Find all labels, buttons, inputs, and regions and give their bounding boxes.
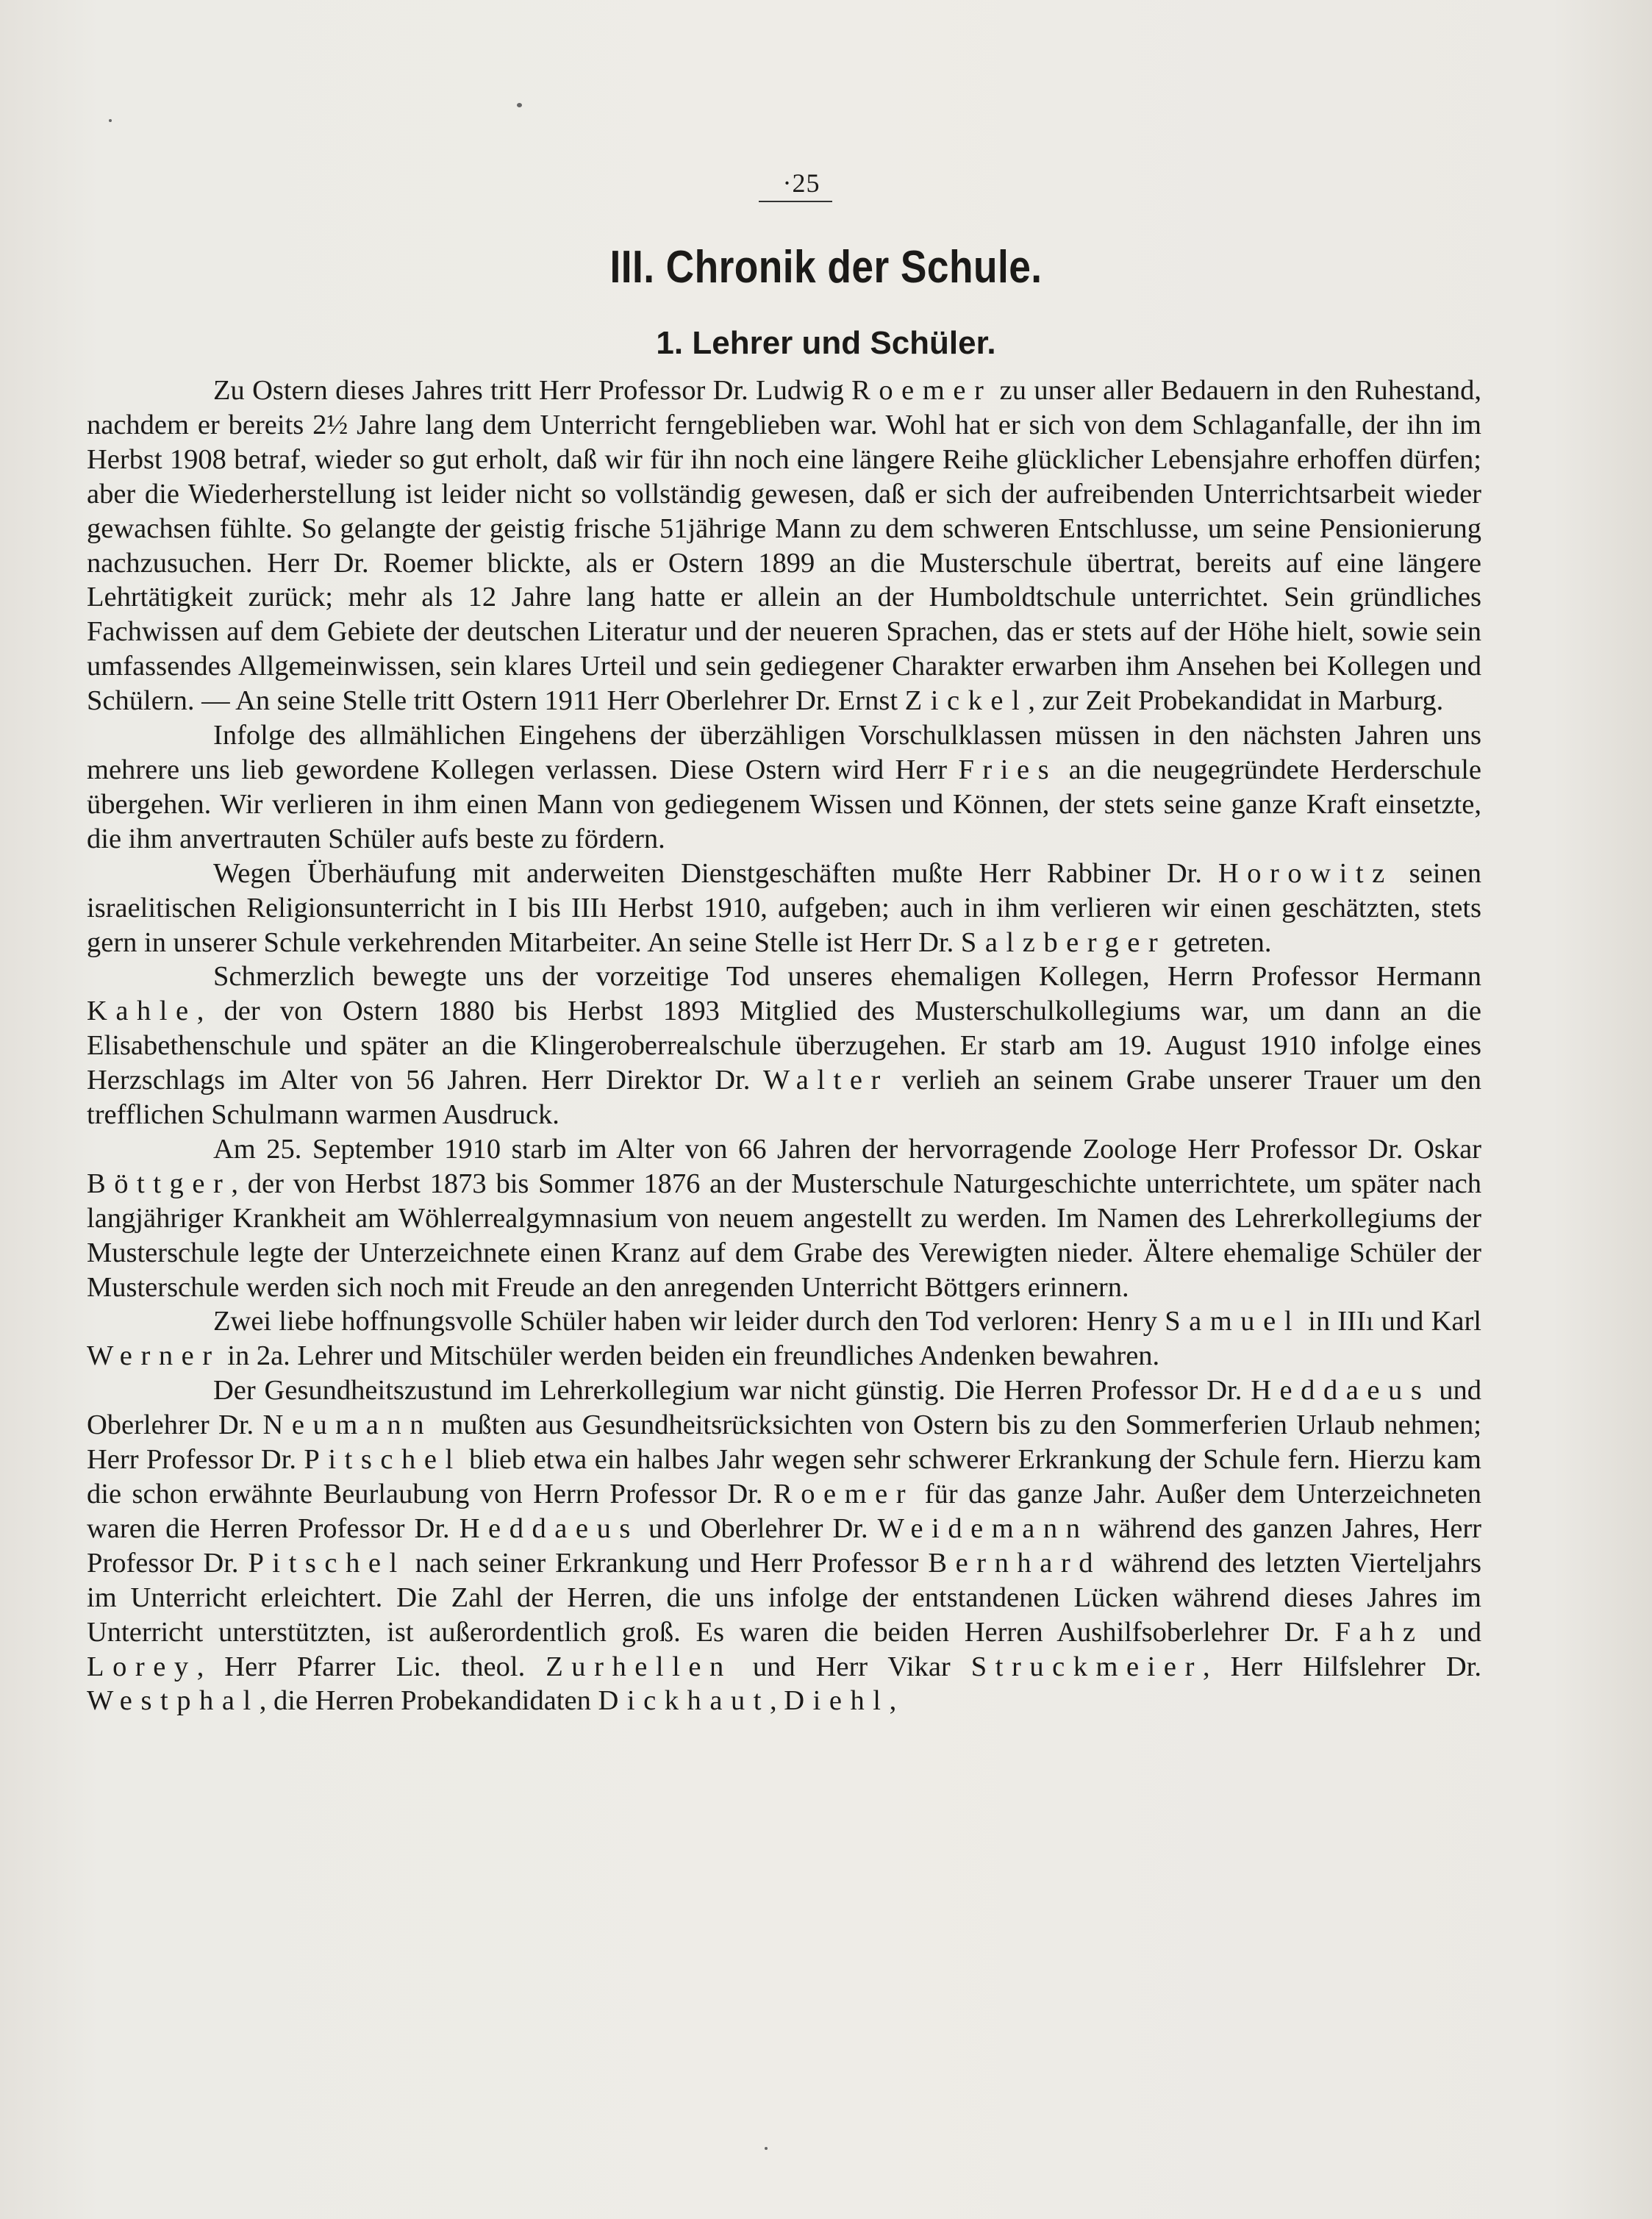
paragraph <box>87 857 1481 960</box>
text-run: an die neugegründete Herderschule übergehen. Wir verlieren in ihm einen Mann von gediegenem Wissen und Können, der stets seine ganze Kraft einsetzte, die ihm anvertrauten Schüler aufs beste zu fördern. <box>87 754 1481 854</box>
spaced-name: Weidemann <box>877 1512 1089 1544</box>
text-run: und Oberlehrer Dr. <box>87 1375 1481 1441</box>
text-run: in 2a. Lehrer und Mitschüler werden beiden ein freundliches Andenken bewahren. <box>220 1340 1160 1372</box>
text-run: Am 25. September 1910 starb im Alter von 66 Jahren der hervorragende Zoologe Herr Professor Dr. Oskar <box>213 1133 1481 1165</box>
text-run: zu unser aller Bedauern in den Ruhestand, nachdem er bereits 2½ Jahre lang dem Unterricht ferngeblieben war. Wohl hat er sich von dem Schlaganfalle, der ihn im Herbst 1908 betraf, wieder so gut erholt, daß wir für ihn noch eine längere Reihe glücklicher Lebensjahre erhoffen dürfen; aber die Wiederherstellung ist leider nicht so vollständig gewesen, daß er sich der aufreibenden Unterrichtsarbeit wieder gewachsen fühlte. So gelangte der geistig frische 51jährige Mann zu dem schweren Entschlusse, um seine Pensionierung nachzusuchen. Herr Dr. Roemer blickte, als er Ostern 1899 an die Musterschule übertrat, bereits auf eine längere Lehrtätigkeit zurück; mehr als 12 Jahre lang hatte er allein an der Humboldtschule unterrichtet. Sein gründliches Fachwissen auf dem Gebiete der deutschen Literatur und der neueren Sprachen, das er stets auf der Höhe hielt, sowie sein umfassendes Allgemeinwissen, sein klares Urteil und sein gediegener Charakter erwarben ihm Ansehen bei Kollegen und Schülern. — An seine Stelle tritt Ostern 1911 Herr Oberlehrer Dr. Ernst <box>87 375 1481 717</box>
spaced-name: Zickel <box>904 685 1029 717</box>
text-run: während des ganzen Jahres, Herr Professor Dr. <box>87 1512 1481 1579</box>
text-run: und <box>1423 1616 1481 1648</box>
spaced-name: Samuel <box>1165 1306 1301 1337</box>
spaced-name: Salzberger <box>960 926 1167 958</box>
spaced-name: Bernhard <box>928 1547 1102 1579</box>
spaced-name: Roemer <box>773 1479 915 1509</box>
spaced-name: Werner <box>87 1340 221 1372</box>
text-run: , zur Zeit Probekandidat in Marburg. <box>1028 685 1444 717</box>
text-run: Zwei liebe hoffnungsvolle Schüler haben wir leider durch den Tod verloren: Henry <box>213 1306 1165 1337</box>
text-run: und Herr Vikar <box>732 1651 971 1682</box>
spaced-name: Lorey <box>87 1651 197 1682</box>
text-run: Schmerzlich bewegte uns der vorzeitige Tod unseres ehemaligen Kollegen, Herrn Professor Hermann <box>213 961 1481 993</box>
spaced-name: Struckmeier <box>970 1651 1203 1682</box>
chapter-title: III. Chronik der Schule. <box>609 242 1043 293</box>
spaced-name: Walter <box>762 1065 889 1096</box>
spaced-name: Böttger <box>87 1168 232 1199</box>
text-run: , <box>770 1685 784 1717</box>
spaced-name: Heddaeus <box>1251 1375 1431 1407</box>
text-run: , der von Ostern 1880 bis Herbst 1893 Mitglied des Musterschulkollegiums war, um dann an die Elisabethenschule und später an die Klingeroberrealschule überzugehen. Er starb am 19. August 1910 infolge eines Herzschlags im Alter von 56 Jahren. Herr Direktor Dr. <box>87 996 1481 1096</box>
spaced-name: Dickhaut <box>598 1685 770 1717</box>
spaced-name: Neumann <box>262 1409 433 1441</box>
text-run: nach seiner Erkrankung und Herr Professor <box>405 1547 929 1579</box>
paragraph <box>87 374 1481 718</box>
paragraph <box>87 960 1481 1132</box>
text-run: getreten. <box>1166 926 1272 958</box>
page-number-rule <box>759 201 832 202</box>
text-run: , die Herren Probekandidaten <box>259 1685 598 1717</box>
spaced-name: Pitschel <box>304 1444 462 1476</box>
print-speck <box>765 2147 768 2150</box>
text-run: blieb etwa ein halbes Jahr wegen sehr schwerer Erkrankung der Schule fern. Hierzu kam die schon erwähnte Beurlaubung von Herrn Professor Dr. <box>87 1444 1481 1509</box>
text-run: Infolge des allmählichen Eingehens der überzähligen Vorschulklassen müssen in den nächsten Jahren uns mehrere uns lieb gewordene Kollegen verlassen. Diese Ostern wird Herr <box>87 720 1481 785</box>
spaced-name: Kahle <box>87 996 197 1027</box>
spaced-name: Pitschel <box>248 1547 406 1579</box>
text-run: Wegen Überhäufung mit anderweiten Dienstgeschäften mußte Herr Rabbiner Dr. <box>213 857 1218 889</box>
text-run: und Oberlehrer Dr. <box>638 1512 878 1544</box>
spaced-name: Fries <box>958 754 1058 785</box>
text-run: , <box>889 1685 897 1717</box>
spaced-name: Fahz <box>1334 1616 1424 1648</box>
spaced-name: Zurhellen <box>546 1651 732 1682</box>
text-run: seinen israelitischen Religionsunterricht in I bis IIIı Herbst 1910, aufgeben; auch in ihm verlieren wir einen geschätzten, stets gern in unserer Schule verkehrenden Mitarbeiter. An seine Stelle ist Herr Dr. <box>87 857 1481 958</box>
text-run: , Herr Hilfslehrer Dr. <box>1202 1651 1481 1682</box>
text-run: Der Gesundheitszustund im Lehrerkollegium war nicht günstig. Die Herren Professor Dr. <box>213 1375 1251 1407</box>
text-run: verlieh an seinem Grabe unserer Trauer um den trefflichen Schulmann warmen Ausdruck. <box>87 1065 1481 1131</box>
text-run: während des letzten Vierteljahrs im Unterricht erleichtert. Die Zahl der Herren, die uns infolge der entstandenen Lücken während dieses Jahres im Unterricht unterstützten, ist außerordentlich groß. Es waren die beiden Herren Aushilfsoberlehrer Dr. <box>87 1547 1481 1648</box>
paragraph <box>87 1132 1481 1305</box>
paragraph <box>87 1373 1481 1718</box>
spaced-name: Diehl <box>784 1685 890 1717</box>
text-run: Zu Ostern dieses Jahres tritt Herr Professor Dr. Ludwig <box>213 375 852 406</box>
text-run: , Herr Pfarrer Lic. theol. <box>196 1651 546 1682</box>
section-title: 1. Lehrer und Schüler. <box>656 325 996 361</box>
spaced-name: Westphal <box>87 1685 260 1717</box>
text-run: in IIIı und Karl <box>1300 1306 1481 1337</box>
paragraph <box>87 718 1481 857</box>
text-run: mußten aus Gesundheitsrücksichten von Ostern bis zu den Sommerferien Urlaub nehmen; Herr Professor Dr. <box>87 1409 1481 1476</box>
print-speck <box>517 103 522 107</box>
text-run: , der von Herbst 1873 bis Sommer 1876 an der Musterschule Naturgeschichte unterrichtete, um später nach langjähriger Krankheit am Wöhlerrealgymnasium von neuem angestellt zu werden. Im Namen des Lehrerkollegiums der Musterschule legte der Unterzeichnete einen Kranz auf dem Grabe des Verewigten nieder. Ältere ehemalige Schüler der Musterschule werden sich noch mit Freude an den anregenden Unterricht Böttgers erinnern. <box>87 1168 1481 1303</box>
spaced-name: Horowitz <box>1217 857 1393 889</box>
text-run: für das ganze Jahr. Außer dem Unterzeichneten waren die Herren Professor Dr. <box>87 1479 1481 1544</box>
spaced-name: Roemer <box>851 375 993 406</box>
body-text <box>87 374 1481 1718</box>
spaced-name: Heddaeus <box>459 1512 639 1544</box>
paragraph <box>87 1304 1481 1373</box>
page-number: ·25 <box>782 168 820 198</box>
print-speck <box>109 119 112 122</box>
